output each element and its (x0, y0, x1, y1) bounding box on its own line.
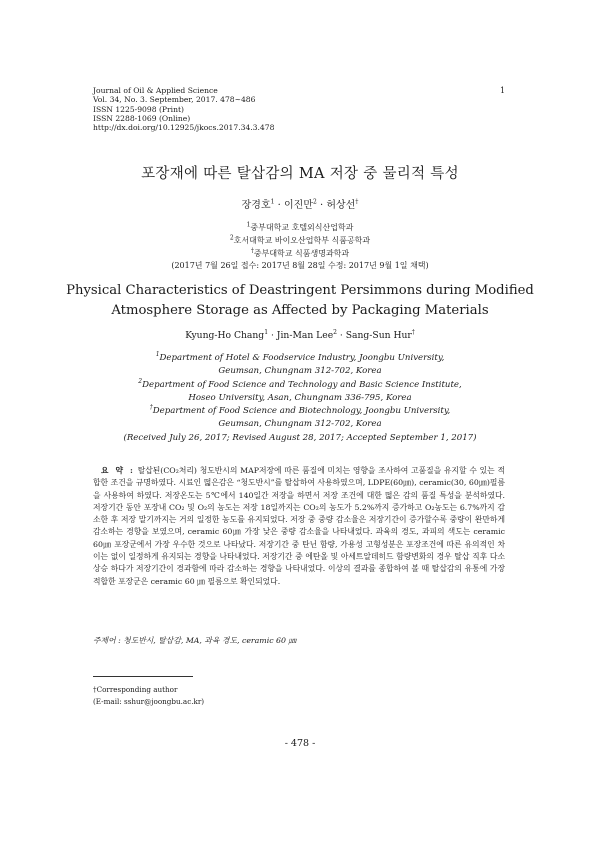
affiliation-text: 중부대학교 호텔외식산업학과 (250, 223, 354, 232)
affiliation (0, 235, 600, 248)
affiliation-text: 중부대학교 식품생명과학과 (253, 248, 350, 258)
abstract (93, 465, 505, 588)
affiliation (0, 248, 600, 261)
affiliation-superscript: 1 (155, 351, 160, 359)
journal-header (93, 86, 274, 132)
submission-dates: (Received July 26, 2017; Revised August 28, 2017; Accepted September 1, 2017) (123, 432, 477, 443)
footnote-divider (93, 676, 193, 677)
journal-volume: Vol. 34, No. 3. September, 2017. 478~486 (93, 95, 256, 105)
english-authors (0, 330, 600, 341)
author-name: Kyung-Ho Chang (185, 330, 265, 341)
english-affiliations (0, 352, 600, 445)
author-superscript: † (411, 328, 415, 336)
author-separator: · (336, 330, 346, 341)
affiliation (0, 379, 600, 392)
author-name: Sang-Sun Hur (345, 330, 412, 341)
affiliation-text: Geumsan, Chungnam 312-702, Korea (218, 366, 382, 377)
affiliation-text: Department of Food Science and Technology and Basic Science Institute, (142, 379, 462, 390)
page-marker: 1 (500, 86, 506, 95)
affiliation-text: Hoseo University, Asan, Chungnam 336-795, Korea (188, 392, 412, 403)
author-separator: · (274, 200, 284, 211)
affiliation (0, 222, 600, 235)
page-number: - 478 - (284, 738, 316, 749)
author-separator: · (316, 200, 327, 211)
author-email: (E-mail: sshur@joongbu.ac.kr) (93, 696, 205, 706)
author-superscript: 1 (264, 328, 269, 336)
affiliation-superscript: 1 (246, 221, 251, 229)
author-superscript: † (355, 198, 359, 206)
author-superscript: 1 (270, 198, 275, 206)
korean-affiliations (0, 222, 600, 273)
doi-link[interactable]: http://dx.doi.org/10.12925/jkocs.2017.34.3.478 (93, 123, 275, 133)
affiliation-superscript: † (250, 246, 254, 254)
affiliation-superscript: † (149, 404, 153, 412)
corresponding-author: †Corresponding author (93, 685, 178, 694)
issn-online: ISSN 2288-1069 (Online) (93, 113, 191, 123)
affiliation (0, 405, 600, 418)
author-name: 장경호 (241, 200, 271, 211)
author-superscript: 2 (333, 328, 337, 336)
author-superscript: 2 (312, 198, 317, 206)
affiliation-text: 호서대학교 바이오산업학부 식품공학과 (233, 235, 371, 245)
affiliation-text: Geumsan, Chungnam 312-702, Korea (218, 419, 382, 430)
title-line: Atmosphere Storage as Affected by Packaging Materials (111, 303, 489, 318)
title-line: Physical Characteristics of Deastringent Persimmons during Modified (66, 283, 534, 298)
english-title (0, 281, 600, 321)
affiliation-text: Department of Food Science and Biotechnology, Joongbu University, (152, 406, 451, 417)
author-separator: · (268, 330, 277, 341)
affiliation-superscript: 2 (138, 377, 143, 385)
korean-title: 포장재에 따른 탈삽감의 MA 저장 중 물리적 특성 (141, 166, 459, 182)
author-name: 허상선 (326, 200, 356, 211)
issn-print: ISSN 1225-9098 (Print) (93, 104, 184, 114)
author-name: 이진만 (284, 200, 313, 211)
submission-dates: (2017년 7월 26일 접수: 2017년 8월 28일 수정: 2017년 9월 1일 채택) (171, 261, 429, 271)
affiliation-superscript: 2 (229, 234, 234, 242)
abstract-text: 탈삽된(CO₂처리) 청도반시의 MAP저장에 따른 품질에 미치는 영향을 조사하여 고품질을 유지할 수 있는 적합한 조건을 규명하였다. 시료인 떫은감은 “청도반시”를 탈삽하여 사용하였으며, LDPE(60㎛), ceramic(30, 60㎛)필름을 사용하여 하였다. 저장온도는 5℃에서 140일간 저장을 하면서 저장 조건에 대한 떫은 감의 품질 특성을 분석하였다. 저장기간 동안 포장내 CO₂ 및 O₂의 농도는 저장 18일까지는 CO₂의 농도가 5.2%까지 증가하고 O₂농도는 6.7%까지 감소한 후 저장 말기까지는 거의 일정한 농도를 유지되었다. 저장 중 중량 감소율은 저장기간이 증가할수록 중량이 완만하게 감소하는 경향을 보였으며, ceramic 60㎛ 가장 낮은 중량 감소율을 나타내었다. 과육의 경도, 과피의 색도는 ceramic 60㎛ 포장군에서 가장 우수한 것으로 나타났다. 저장기간 중 탄닌 함량, 가용성 고형성분은 포장조건에 따른 유의적인 차이는 없이 일정하게 유지되는 경향을 나타내었다. 저장기간 중 에탄올 및 아세트알데히드 함량변화의 경우 탈삽 직후 다소 상승 하다가 저장기간이 경과함에 따라 감소하는 경향을 나타내었다. 이상의 결과를 종합하여 볼 때 탈삽감의 유통에 가장 적합한 포장군은 ceramic 60 ㎛ 필름으로 확인되었다. (93, 466, 505, 586)
abstract-label: 요 약 : (101, 466, 135, 475)
footnote (93, 684, 204, 707)
affiliation (0, 352, 600, 365)
keywords: 주제어 : 청도반시, 탈삽감, MA, 과육 경도, ceramic 60 ㎛ (93, 636, 297, 645)
affiliation-text: Department of Hotel & Foodservice Industry, Joongbu University, (159, 353, 445, 363)
korean-authors (0, 196, 600, 211)
journal-name: Journal of Oil & Applied Science (93, 86, 218, 95)
author-name: Jin-Man Lee (276, 330, 334, 341)
